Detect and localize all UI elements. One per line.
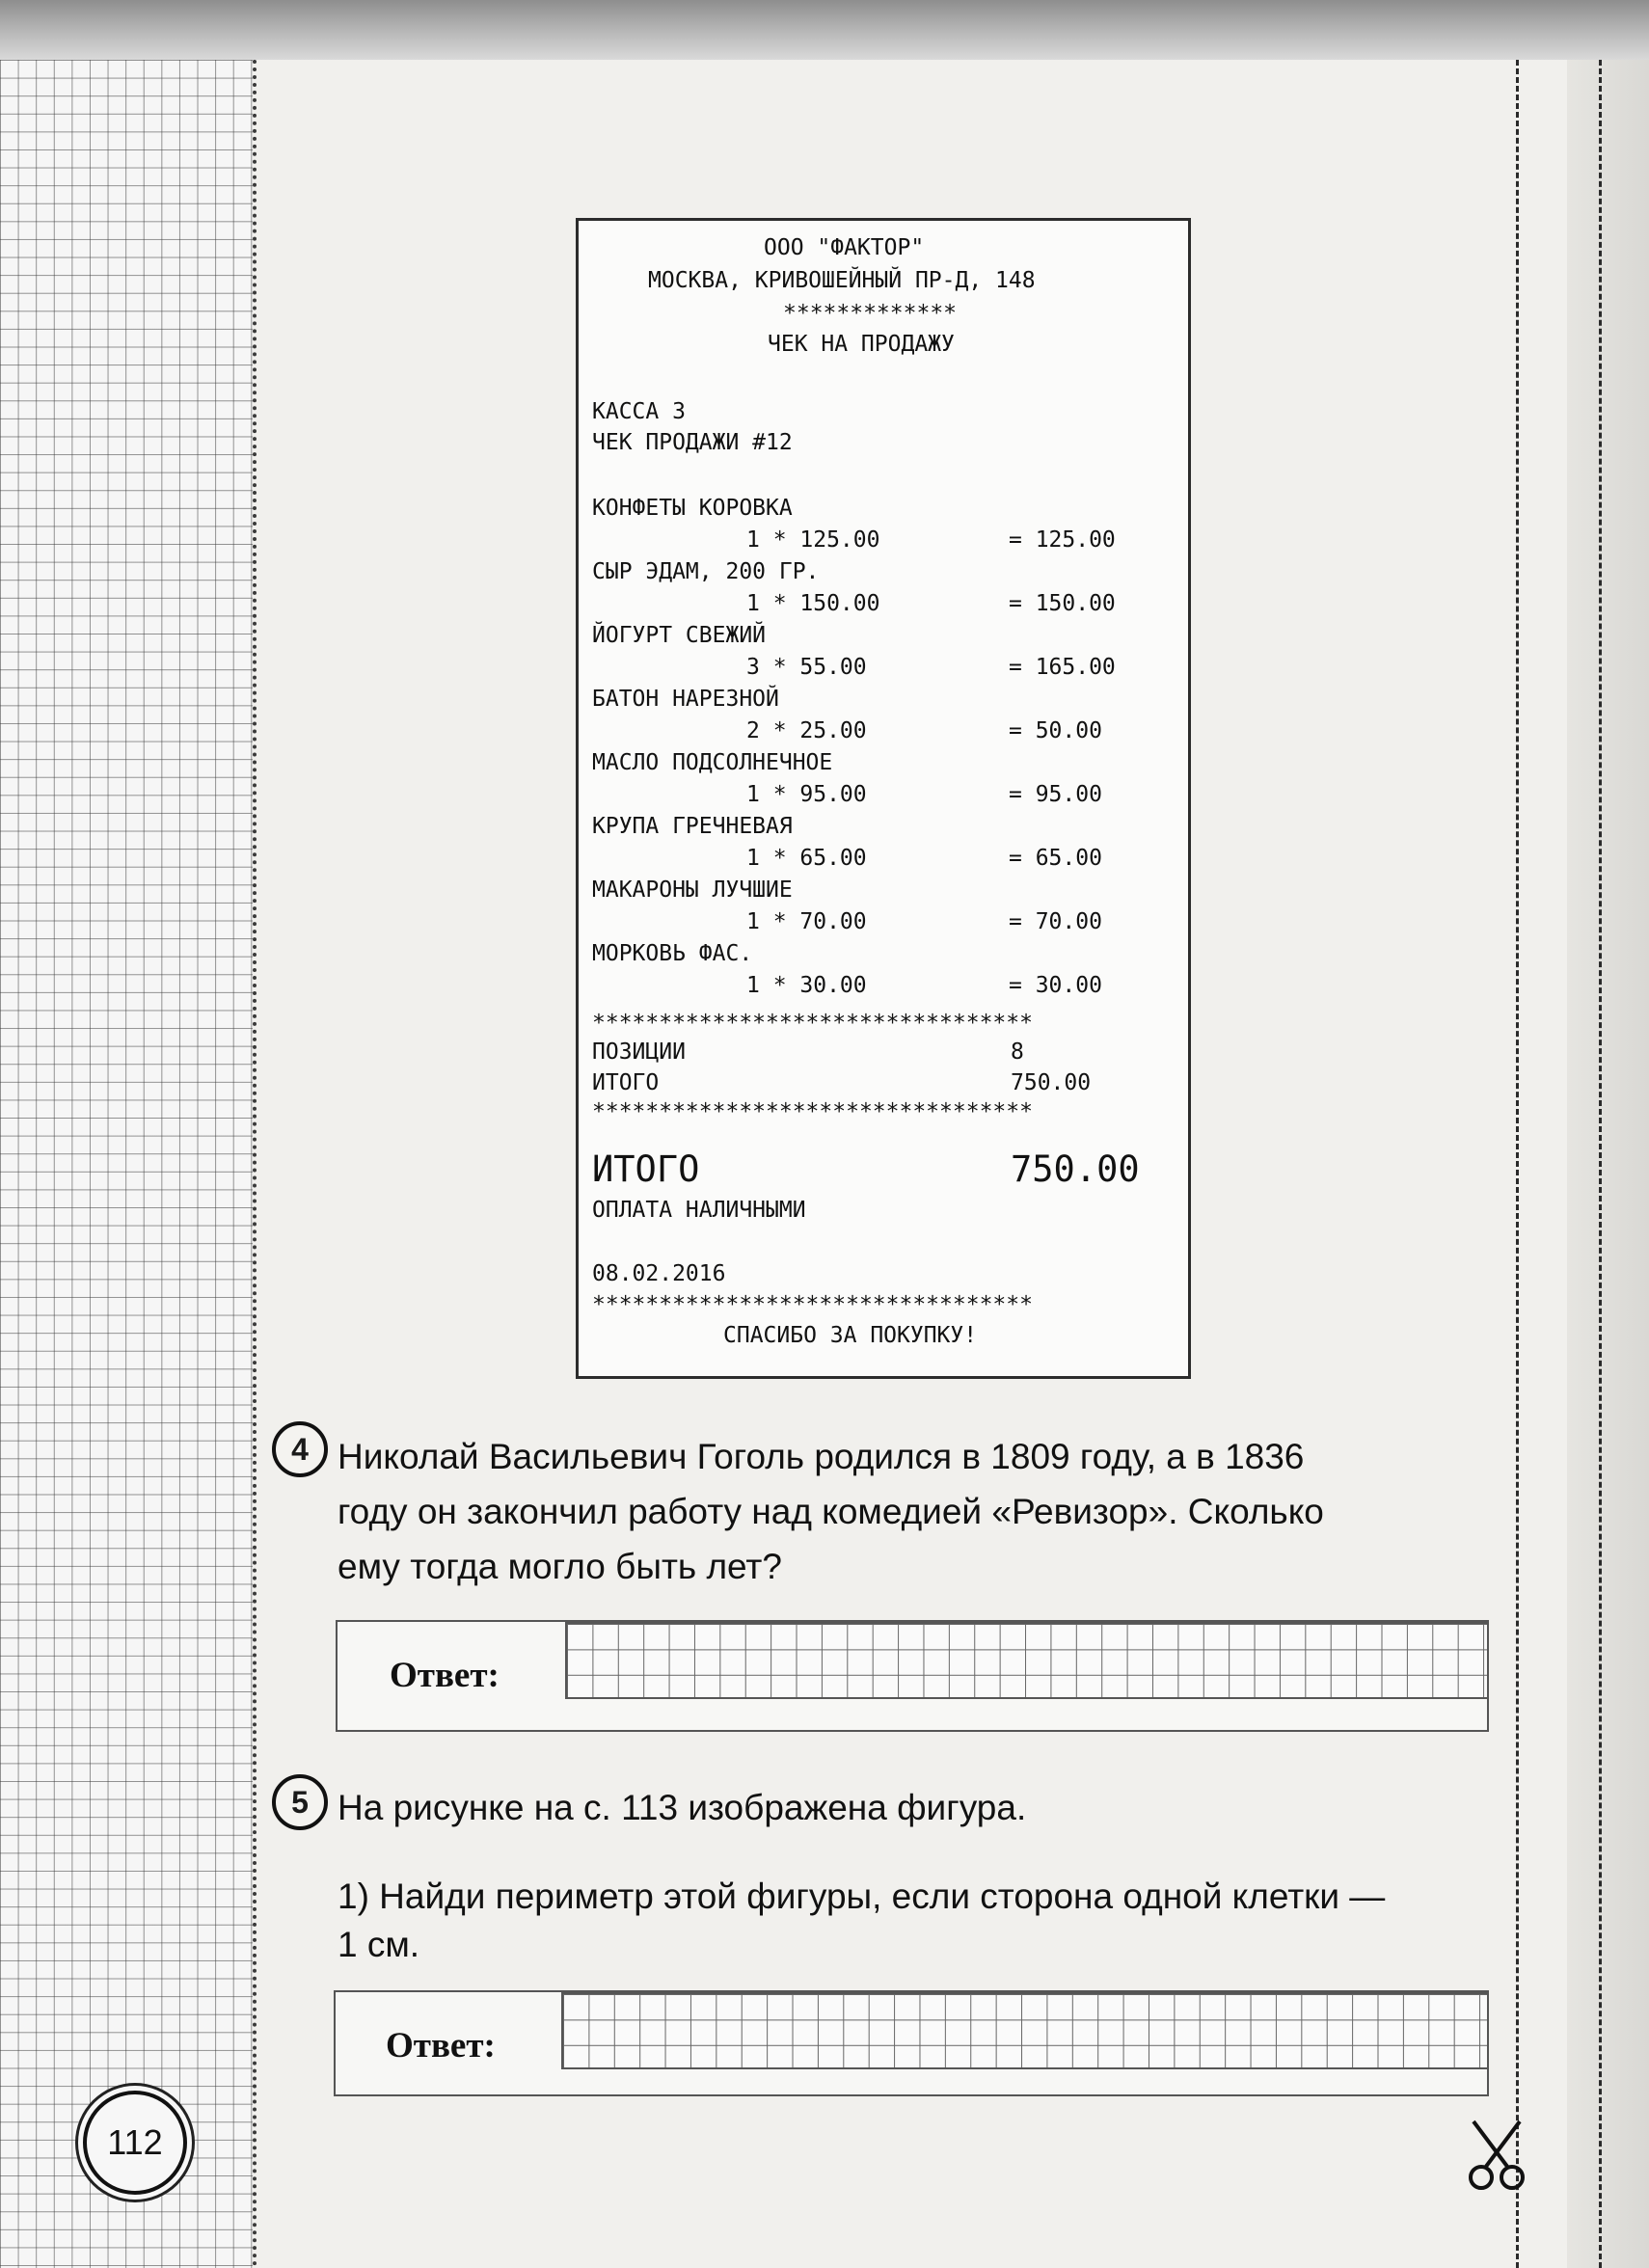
question-5-line-1: На рисунке на с. 113 изображена фигура.: [338, 1788, 1027, 1827]
margin-dotted-line: [253, 60, 257, 2268]
receipt-item-total: = 30.00: [1009, 973, 1102, 998]
question-4-line-3: ему тогда могло быть лет?: [338, 1547, 782, 1586]
receipt-item-name: КОНФЕТЫ КОРОВКА: [592, 496, 793, 521]
answer-label: Ответ:: [386, 2026, 496, 2066]
receipt-doc-type: ЧЕК НА ПРОДАЖУ: [768, 332, 955, 357]
receipt-item-qty-price: 1 * 150.00: [746, 591, 880, 616]
page-number: 112: [83, 2091, 187, 2195]
receipt-positions-label: ПОЗИЦИИ: [592, 1040, 686, 1065]
receipt-item-name: МОРКОВЬ ФАС.: [592, 941, 753, 966]
receipt-address: МОСКВА, КРИВОШЕЙНЫЙ ПР-Д, 148: [648, 268, 1036, 293]
receipt-thanks: СПАСИБО ЗА ПОКУПКУ!: [723, 1323, 978, 1348]
question-4-line-2: году он закончил работу над комедией «Ревизор». Сколько: [338, 1492, 1324, 1531]
receipt-item-total: = 150.00: [1009, 591, 1116, 616]
receipt-register: КАССА 3: [592, 399, 686, 424]
answer-box-5: [334, 1990, 1489, 2096]
receipt-item-qty-price: 1 * 65.00: [746, 846, 867, 871]
receipt-total-label: ИТОГО: [592, 1070, 660, 1095]
receipt-check-number: ЧЕК ПРОДАЖИ #12: [592, 430, 793, 455]
receipt-payment: ОПЛАТА НАЛИЧНЫМИ: [592, 1198, 806, 1223]
question-number-4: 4: [272, 1421, 328, 1477]
next-page-cut-line: [1599, 60, 1602, 2268]
scissors-icon: [1466, 2118, 1527, 2195]
answer-input-grid-5[interactable]: [561, 1992, 1489, 2069]
receipt-item-qty-price: 1 * 30.00: [746, 973, 867, 998]
scan-top-edge: [0, 0, 1649, 60]
receipt-stars: *************: [783, 301, 958, 326]
receipt-item-total: = 65.00: [1009, 846, 1102, 871]
answer-box-4: [336, 1620, 1489, 1732]
answer-label: Ответ:: [390, 1656, 500, 1695]
receipt-company: ООО "ФАКТОР": [764, 235, 925, 260]
receipt: [576, 218, 1191, 1379]
receipt-item-qty-price: 3 * 55.00: [746, 655, 867, 680]
margin-grid: [0, 60, 253, 2268]
question-5-sub-1-line-2: 1 см.: [338, 1925, 420, 1964]
receipt-item-total: = 70.00: [1009, 909, 1102, 934]
receipt-item-name: СЫР ЭДАМ, 200 ГР.: [592, 559, 820, 584]
question-number-5: 5: [272, 1774, 328, 1830]
receipt-separator: *********************************: [592, 1292, 1033, 1317]
receipt-item-name: КРУПА ГРЕЧНЕВАЯ: [592, 814, 793, 839]
receipt-total-value: 750.00: [1011, 1070, 1092, 1095]
receipt-item-total: = 50.00: [1009, 718, 1102, 743]
receipt-item-name: ЙОГУРТ СВЕЖИЙ: [592, 623, 767, 648]
receipt-date: 08.02.2016: [592, 1261, 726, 1286]
question-4-line-1: Николай Васильевич Гоголь родился в 1809 году, а в 1836: [338, 1437, 1305, 1476]
receipt-total-big-value: 750.00: [1011, 1148, 1140, 1190]
receipt-item-name: БАТОН НАРЕЗНОЙ: [592, 687, 779, 712]
answer-input-grid-4[interactable]: [565, 1622, 1489, 1699]
receipt-item-name: МАСЛО ПОДСОЛНЕЧНОЕ: [592, 750, 833, 775]
receipt-positions-value: 8: [1011, 1040, 1024, 1065]
receipt-separator: *********************************: [592, 1099, 1033, 1124]
receipt-item-qty-price: 1 * 125.00: [746, 527, 880, 553]
receipt-item-qty-price: 1 * 95.00: [746, 782, 867, 807]
receipt-item-total: = 95.00: [1009, 782, 1102, 807]
receipt-item-qty-price: 2 * 25.00: [746, 718, 867, 743]
receipt-item-total: = 125.00: [1009, 527, 1116, 553]
next-page-edge: [1567, 60, 1649, 2268]
question-5-sub-1-line-1: 1) Найди периметр этой фигуры, если сторона одной клетки —: [338, 1876, 1386, 1916]
receipt-item-total: = 165.00: [1009, 655, 1116, 680]
receipt-item-name: МАКАРОНЫ ЛУЧШИЕ: [592, 878, 793, 903]
receipt-total-big-label: ИТОГО: [592, 1148, 700, 1190]
cut-line: [1516, 60, 1519, 2268]
receipt-separator: *********************************: [592, 1011, 1033, 1036]
receipt-item-qty-price: 1 * 70.00: [746, 909, 867, 934]
